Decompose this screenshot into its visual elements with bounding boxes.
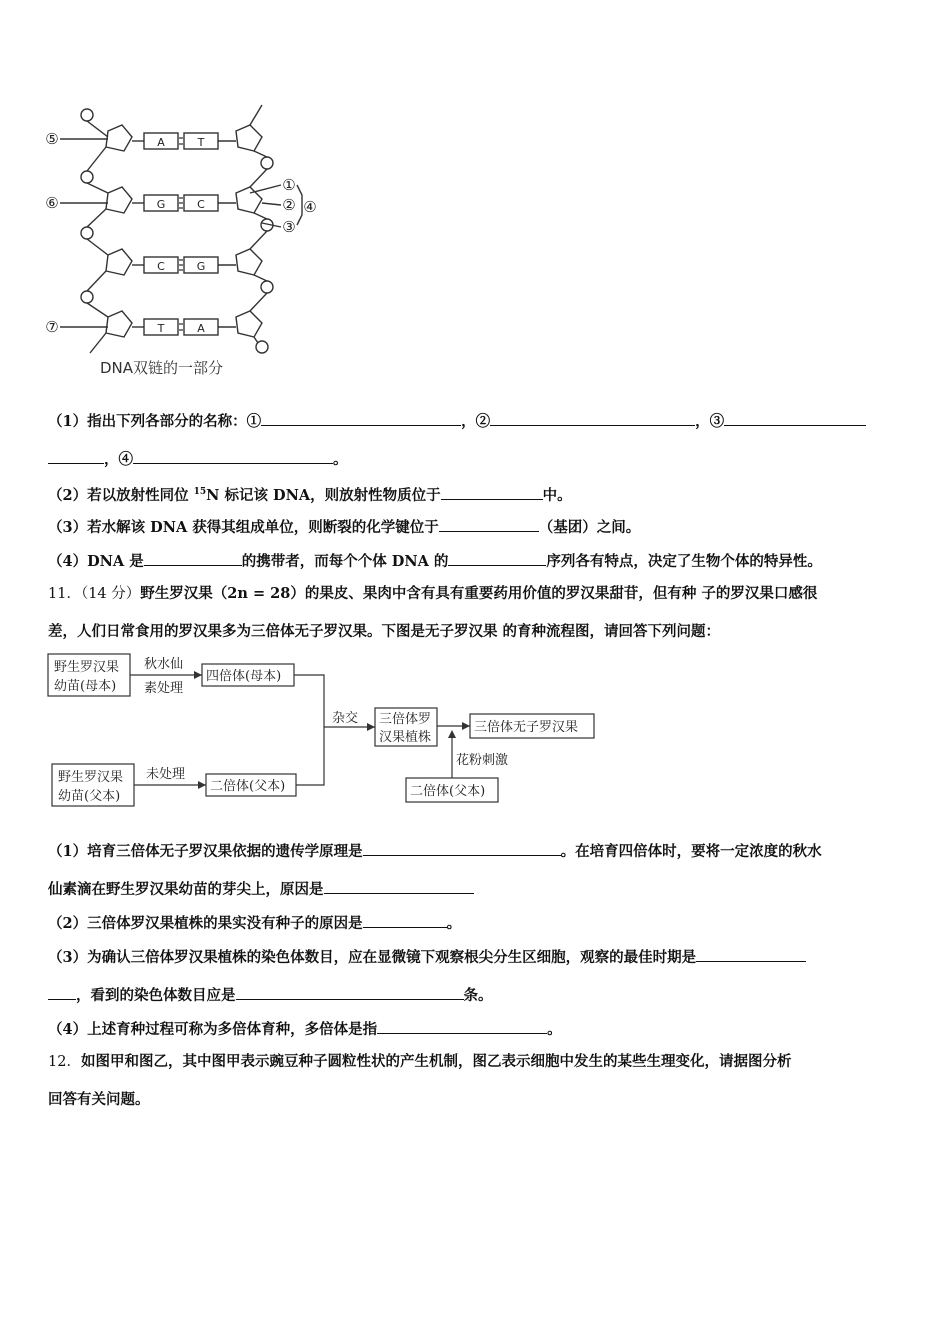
q11-part4 [48,1018,562,1040]
q12-number: 12． [48,1054,81,1070]
q11-p3-text-a: （3）为确认三倍体罗汉果植株的染色体数目，应在显微镜下观察根尖分生区细胞，观察的最佳时期是 [48,949,697,966]
answer-blank-3-cont[interactable] [48,448,104,464]
q10-p4-text-c: 序列各有特点，决定了生物个体的特异性。 [546,553,822,570]
q11-p2-text-a: （2）三倍体罗汉果植株的果实没有种子的原因是 [48,915,363,932]
q10-p3-text-a: （3）若水解该 DNA 获得其组成单位，则断裂的化学键位于 [48,519,439,536]
label-2: ② [282,196,296,214]
flow-colchicine-1: 秋水仙 [144,657,184,672]
answer-blank-12[interactable] [696,946,806,962]
flow-wild-father-1: 野生罗汉果 [58,770,124,785]
base-right-2: C [197,198,205,211]
answer-blank-9[interactable] [363,840,561,856]
flow-wild-father-2: 幼苗(父本) [58,789,121,804]
q11-part2 [48,912,461,934]
answer-blank-8[interactable] [448,550,546,566]
flow-untreated: 未处理 [146,767,186,782]
answer-blank-3[interactable] [724,410,866,426]
q11-number: 11．（14 分） [48,586,141,602]
q12-stem-line2 [48,1090,150,1110]
q11-stem-text-2: 差，人们日常食用的罗汉果多为三倍体无子罗汉果。下图是无子罗汉果 的育种流程图，请回答下列问题： [48,623,721,640]
flow-wild-mother-1: 野生罗汉果 [54,660,120,675]
label-3: ③ [282,218,296,236]
q10-p4-text-a: （4）DNA 是 [48,553,144,570]
base-right-1: T [197,136,205,149]
base-right-4: A [197,322,205,335]
q11-part1-line1 [48,840,822,862]
q10-p4-text-b: 的携带者，而每个个体 DNA 的 [241,553,449,570]
q11-p1-text-c: 仙素滴在野生罗汉果幼苗的芽尖上，原因是 [48,881,324,898]
q10-part1-line1 [48,410,866,432]
answer-blank-7[interactable] [144,550,242,566]
q11-p4-text-a: （4）上述育种过程可称为多倍体育种，多倍体是指 [48,1021,378,1038]
q11-p2-text-b: 。 [446,915,462,932]
q10-p1-end: 。 [333,451,348,468]
q10-p1-sep2: ，② [461,413,491,430]
q10-part4 [48,550,822,572]
q10-part3 [48,516,640,538]
flow-diploid-father: 二倍体(父本) [210,779,286,794]
answer-blank-10[interactable] [324,878,474,894]
label-5: ⑤ [45,130,59,148]
answer-blank-11[interactable] [363,912,447,928]
flow-tetraploid: 四倍体(母本) [206,669,282,684]
q10-p2-text-c: 中。 [542,486,572,504]
q10-p1-text: （1）指出下列各部分的名称：① [48,413,262,430]
q10-p3-text-b: （基团）之间。 [538,519,641,536]
label-6: ⑥ [45,194,59,212]
answer-blank-2[interactable] [490,410,695,426]
q10-p1-sep4: ，④ [104,451,133,468]
flow-wild-mother-2: 幼苗(母本) [54,679,117,694]
q11-p4-text-b: 。 [547,1021,562,1038]
base-left-2: G [156,198,166,211]
answer-blank-14[interactable] [377,1018,547,1034]
q11-stem-line1 [48,584,817,604]
answer-blank-6[interactable] [439,516,539,532]
q11-p3-text-b: ，看到的染色体数目应是 [76,987,236,1004]
q11-p1-text-a: （1）培育三倍体无子罗汉果依据的遗传学原理是 [48,843,363,860]
answer-blank-1[interactable] [261,410,461,426]
base-left-4: T [157,322,165,335]
q12-stem-line1 [48,1052,791,1072]
flow-triploid-1: 三倍体罗 [379,712,432,727]
breeding-flowchart [40,650,610,810]
answer-blank-12-cont[interactable] [48,984,76,1000]
flow-seedless: 三倍体无子罗汉果 [474,720,579,735]
dna-double-strand-figure [40,95,340,385]
q11-stem-text-1: 野生罗汉果（2n = 28）的果皮、果肉中含有具有重要药用价值的罗汉果甜苷，但有种 子的罗汉果口感很 [140,585,818,602]
q11-part3-line1 [48,946,806,968]
q11-stem-line2 [48,622,720,642]
q12-stem-text-1: 如图甲和图乙，其中图甲表示豌豆种子圆粒性状的产生机制，图乙表示细胞中发生的某些生理变化，请据图分析 [80,1053,792,1070]
answer-blank-4[interactable] [133,448,333,464]
q10-p2-text-a: （2）若以放射性同位 [48,486,194,504]
base-right-3: G [196,260,206,273]
flow-cross: 杂交 [332,711,359,726]
q10-part1-line2 [48,448,348,470]
base-left-3: C [157,260,165,273]
answer-blank-5[interactable] [441,484,543,500]
q12-stem-text-2: 回答有关问题。 [48,1091,150,1108]
q11-part1-line2 [48,878,474,900]
q10-p2-sup: 15 [193,487,207,497]
label-1: ① [282,176,296,194]
q10-part2 [48,482,572,506]
q10-p1-sep3: ，③ [695,413,725,430]
base-left-1: A [157,136,165,149]
label-4: ④ [303,198,317,216]
flow-diploid-father-2: 二倍体(父本) [410,784,486,799]
answer-blank-13[interactable] [236,984,464,1000]
q10-p2-text-b: N 标记该 DNA，则放射性物质位于 [206,486,441,504]
dna-figure-caption: DNA双链的一部分 [100,359,224,377]
label-7: ⑦ [45,318,59,336]
flow-pollen: 花粉刺激 [456,753,509,768]
flow-triploid-2: 汉果植株 [379,730,432,745]
q11-p3-text-c: 条。 [463,987,493,1004]
q11-p1-text-b: 。在培育四倍体时，要将一定浓度的秋水 [560,843,822,860]
q11-part3-line2 [48,984,493,1006]
flow-colchicine-2: 素处理 [144,681,184,696]
